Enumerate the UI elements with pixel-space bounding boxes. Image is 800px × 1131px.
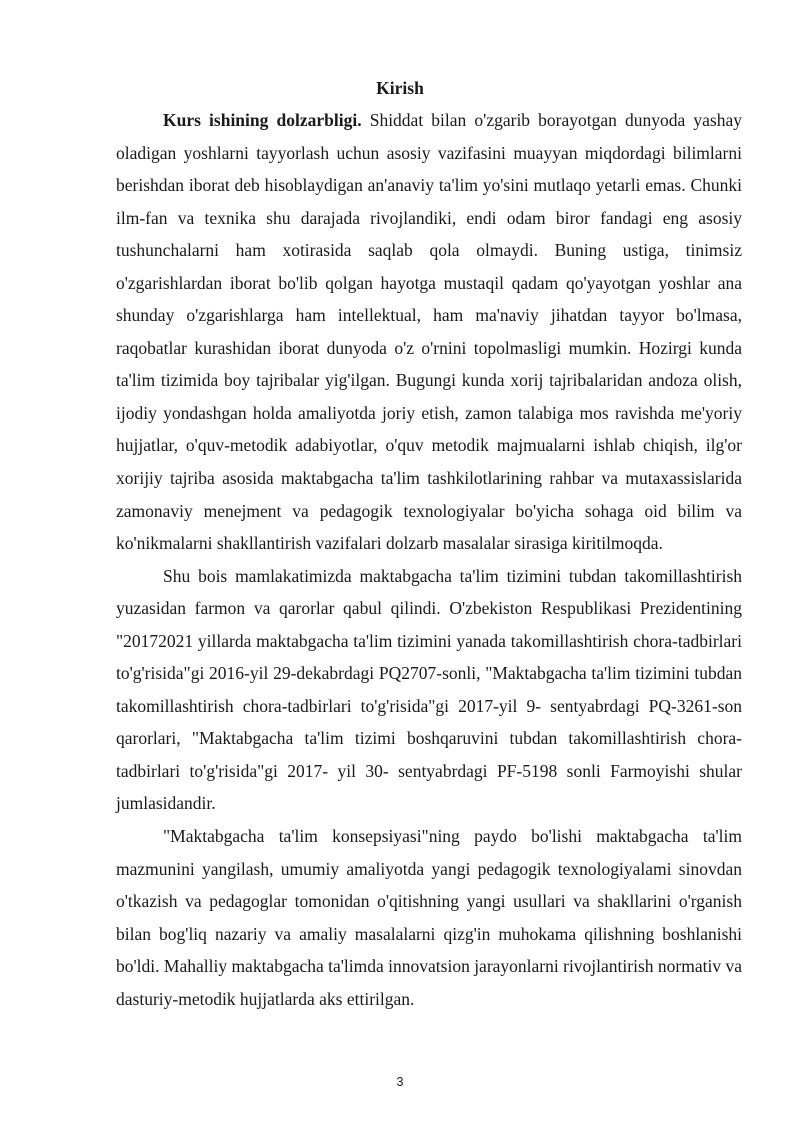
paragraph-lead-heading: Kurs ishining dolzarbligi. — [163, 110, 362, 130]
body-text — [116, 104, 742, 1015]
page-number: 3 — [396, 1075, 404, 1089]
paragraph-concept: "Maktabgacha ta'lim konsepsiyasi"ning paydo bo'lishi maktabgacha ta'lim mazmunini yangilash, umumiy amaliyotda yangi pedagogik texnologiyalami sinovdan o'tkazish va pedagoglar tomonidan o'qitishning yangi usullari va shakllarini o'rganish bilan bog'liq nazariy va amaliy masalalarni qizg'in muhokama qilishning boshlanishi bo'ldi. Mahalliy maktabgacha ta'limda innovatsion jarayonlarni rivojlantirish normativ va dasturiy-metodik hujjatlarda aks ettirilgan. — [116, 826, 742, 1009]
paragraph-text: Shiddat bilan o'zgarib borayotgan dunyoda yashay oladigan yoshlarni tayyorlash uchun asosiy vazifasini muayyan miqdordagi bilimlarni berishdan iborat deb hisoblaydigan an'anaviy ta'lim yo'sini mutlaqo yetarli emas. Chunki ilm-fan va texnika shu darajada rivojlandiki, endi odam biror fandagi eng asosiy tushunchalarni ham xotirasida saqlab qola olmaydi. Buning ustiga, tinimsiz o'zgarishlardan iborat bo'lib qolgan hayotga mustaqil qadam qo'yayotgan yoshlar ana shunday o'zgarishlarga ham intellektual, ham ma'naviy jihatdan tayyor bo'lmasa, raqobatlar kurashidan iborat dunyoda o'z o'rnini topolmasligi mumkin. Hozirgi kunda ta'lim tizimida boy tajribalar yig'ilgan. Bugungi kunda xorij tajribalaridan andoza olish, ijodiy yondashgan holda amaliyotda joriy etish, zamon talabiga mos ravishda me'yoriy hujjatlar, o'quv-metodik adabiyotlar, o'quv metodik majmualarni ishlab chiqish, ilg'or xorijiy tajriba asosida maktabgacha ta'lim tashkilotlarining rahbar va mutaxassislarida zamonaviy menejment va pedagogik texnologiyalar bo'yicha sohaga oid bilim va ko'nikmalarni shakllantirish vazifalari dolzarb masalalar sirasiga kiritilmoqda. — [116, 110, 742, 554]
paragraph-relevance — [116, 104, 742, 560]
paragraph-decrees: Shu bois mamlakatimizda maktabgacha ta'lim tizimini tubdan takomillashtirish yuzasidan farmon va qarorlar qabul qilindi. O'zbekiston Respublikasi Prezidentining "20172021 yillarda maktabgacha ta'lim tizimini yanada takomillashtirish chora-tadbirlari to'g'risida"gi 2016-yil 29-dekabrdagi PQ2707-sonli, "Maktabgacha ta'lim tizimini tubdan takomillashtirish chora-tadbirlari to'g'risida"gi 2017-yil 9- sentyabrdagi PQ-3261-son qarorlari, "Maktabgacha ta'lim tizimi boshqaruvini tubdan takomillashtirish chora-tadbirlari to'g'risida"gi 2017- yil 30- sentyabrdagi PF-5198 sonli Farmoyishi shular jumlasidandir. — [116, 565, 742, 814]
section-title: Kirish — [376, 78, 424, 98]
